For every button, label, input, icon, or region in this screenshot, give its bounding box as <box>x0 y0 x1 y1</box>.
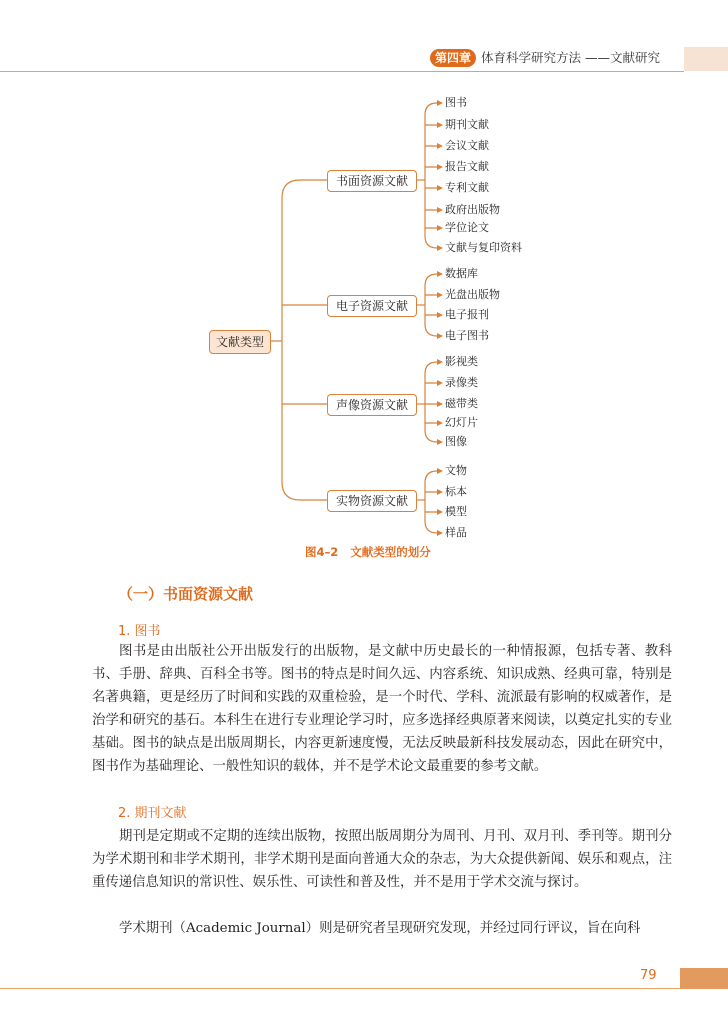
arrowhead <box>437 122 443 128</box>
arrowhead <box>437 359 443 365</box>
arrowheads <box>437 100 443 536</box>
branch-audiovisual: 声像资源文献 <box>327 394 417 416</box>
leaf-item: 图书 <box>445 96 467 109</box>
header-title: 体育科学研究方法 ——文献研究 <box>481 50 660 65</box>
leaf-item: 数据库 <box>445 267 478 280</box>
subheading-books: 1. 图书 <box>118 624 161 639</box>
caption-number: 图4–2 <box>305 545 339 559</box>
arrowhead <box>437 143 443 149</box>
arrowhead <box>437 509 443 515</box>
figure-caption <box>305 544 431 560</box>
arrowhead <box>437 312 443 318</box>
arrowhead <box>437 489 443 495</box>
arrowhead <box>437 468 443 474</box>
connector-spine <box>282 180 300 500</box>
leaf-item: 电子图书 <box>445 329 489 342</box>
section-heading: （一）书面资源文献 <box>118 585 254 603</box>
arrowhead <box>437 530 443 536</box>
arrowhead <box>437 333 443 339</box>
leaf-item: 标本 <box>445 485 467 498</box>
paragraph-books: 图书是由出版社公开出版发行的出版物，是文献中历史最长的一种情报源，包括专著、教科书、手册、辞典、百科全书等。图书的特点是时间久远、内容系统、知识成熟、经典可靠，特别是名著典籍，更是经历了时间和实践的双重检验，是一个时代、学科、流派最有影响的权威著作，是治学和研究的基石。本科生在进行专业理论学习时，应多选择经典原著来阅读，以奠定扎实的专业基础。图书的缺点是出版周期长，内容更新速度慢，无法反映最新科技发展动态，因此在研究中，图书作为基础理论、一般性知识的载体，并不是学术论文最重要的参考文献。 <box>92 644 672 774</box>
arrowhead <box>437 185 443 191</box>
arrowhead <box>437 100 443 106</box>
leaf-item: 学位论文 <box>445 221 489 234</box>
branch-electronic: 电子资源文献 <box>327 295 417 317</box>
leaf-item: 政府出版物 <box>445 203 500 216</box>
leaf-item: 影视类 <box>445 355 478 368</box>
leaf-item: 录像类 <box>445 376 478 389</box>
leaf-item: 图像 <box>445 435 467 448</box>
arrowhead <box>437 164 443 170</box>
leaf-item: 会议文献 <box>445 139 489 152</box>
arrowhead <box>437 401 443 407</box>
leaf-item: 模型 <box>445 505 467 518</box>
leaf-item: 光盘出版物 <box>445 288 500 301</box>
leaf-item: 电子报刊 <box>445 308 489 321</box>
arrowhead <box>437 271 443 277</box>
arrowhead <box>437 380 443 386</box>
arrowhead <box>437 207 443 213</box>
arrowhead <box>437 420 443 426</box>
leaf-item: 期刊文献 <box>445 118 489 131</box>
footer-tab <box>680 968 728 989</box>
page-number: 79 <box>640 968 657 983</box>
arrowhead <box>437 439 443 445</box>
leaf-item: 文献与复印资料 <box>445 241 522 254</box>
root-node: 文献类型 <box>209 330 271 354</box>
leaf-item: 磁带类 <box>445 397 478 410</box>
caption-text: 文献类型的划分 <box>350 545 431 559</box>
chapter-badge: 第四章 <box>430 49 476 67</box>
paragraph-journals: 期刊是定期或不定期的连续出版物，按照出版周期分为周刊、月刊、双月刊、季刊等。期刊分为学术期刊和非学术期刊，非学术期刊是面向普通大众的杂志，为大众提供新闻、娱乐和观点，注重传递信息知识的常识性、娱乐性、可读性和普及性，并不是用于学术交流与探讨。 <box>92 829 672 890</box>
leaf-item: 文物 <box>445 464 467 477</box>
leaf-item: 幻灯片 <box>445 416 478 429</box>
branch-written: 书面资源文献 <box>327 170 417 192</box>
arrowhead <box>437 225 443 231</box>
arrowhead <box>437 245 443 251</box>
arrowhead <box>437 292 443 298</box>
leaf-item: 样品 <box>445 526 467 539</box>
footer-line <box>0 988 680 989</box>
leaf-item: 报告文献 <box>445 160 489 173</box>
branch-physical: 实物资源文献 <box>327 490 417 512</box>
header-tab <box>684 47 728 71</box>
leaf-item: 专利文献 <box>445 181 489 194</box>
paragraph-academic-journal: 学术期刊（Academic Journal）则是研究者呈现研究发现，并经过同行评议，旨在向科 <box>119 921 641 936</box>
subheading-journals: 2. 期刊文献 <box>118 806 187 821</box>
